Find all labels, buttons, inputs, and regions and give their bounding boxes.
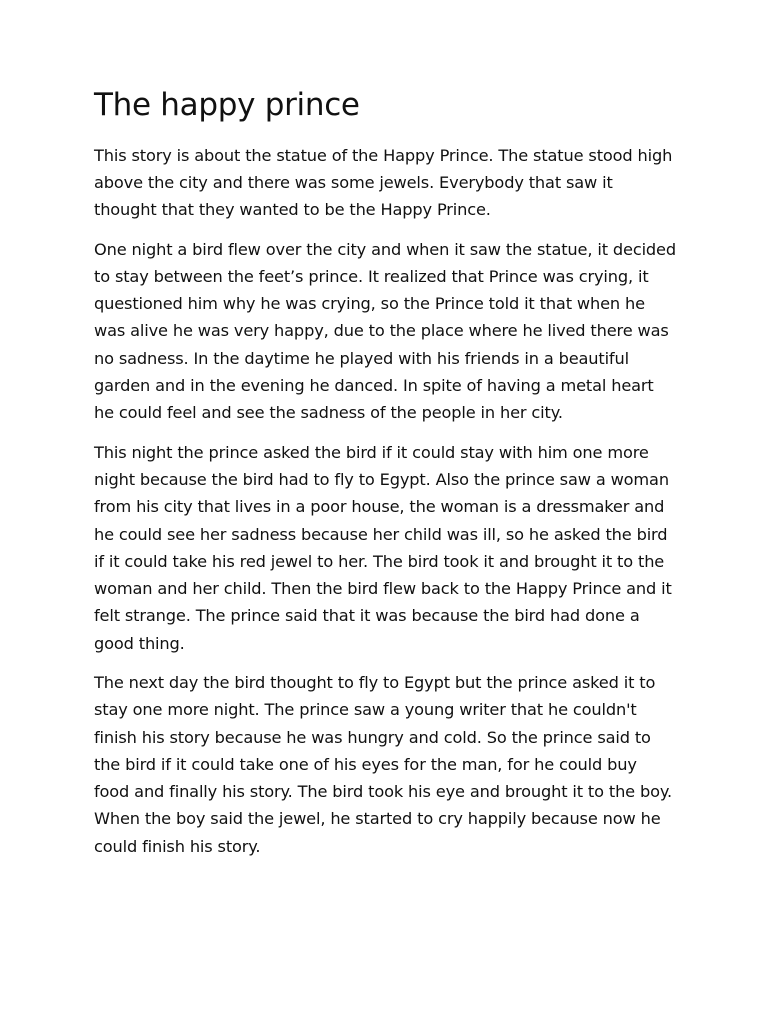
paragraph-4: The next day the bird thought to fly to Egypt but the prince asked it to stay one more night. The prince saw a young writer that he couldn't finish his story because he was hungry and cold. So the prince said to the bird if it could take one of his eyes for the man, for he could buy food and finally his story. The bird took his eye and brought it to the boy. When the boy said the jewel, he started to cry happily because now he could finish his story. <box>94 672 672 856</box>
paragraph-2: One night a bird flew over the city and when it saw the statue, it decided to stay between the feet’s prince. It realized that Prince was crying, it questioned him why he was crying, so the Prince told it that when he was alive he was very happy, due to the place where he lived there was no sadness. In the daytime he played with his friends in a beautiful garden and in the evening he danced. In spite of having a metal heart he could feel and see the sadness of the people in her city. <box>94 239 676 423</box>
document-title: The happy prince <box>94 87 360 123</box>
paragraph-3: This night the prince asked the bird if it could stay with him one more night because the bird had to fly to Egypt. Also the prince saw a woman from his city that lives in a poor house, the woman is a dressmaker and he could see her sadness because her child was ill, so he asked the bird if it could take his red jewel to her. The bird took it and brought it to the woman and her child. Then the bird flew back to the Happy Prince and it felt strange. The prince said that it was because the bird had done a good thing. <box>94 442 672 653</box>
paragraph-1: This story is about the statue of the Happy Prince. The statue stood high above the city and there was some jewels. Everybody that saw it thought that they wanted to be the Happy Prince. <box>94 145 673 220</box>
document-page <box>94 88 676 872</box>
